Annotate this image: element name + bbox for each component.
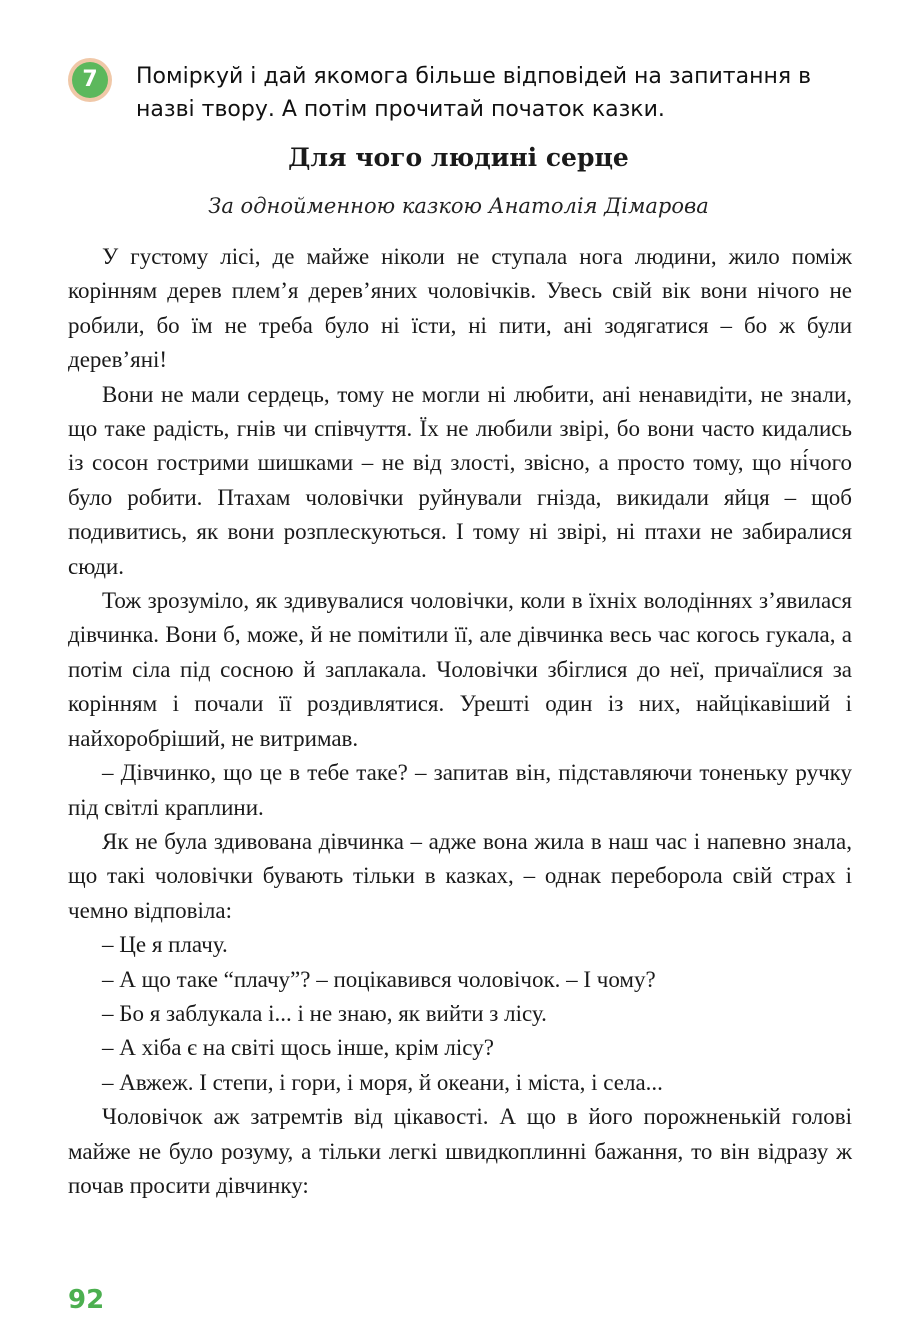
story-text [68, 240, 852, 1203]
paragraph: У густому лісі, де майже ніколи не ступала нога людини, жило поміж корінням дерев плем’я дерев’яних чоловічків. Увесь свій вік вони нічого не робили, бо їм не треба було ні їсти, ні пити, ані зодягатися – бо ж були дерев’яні! [68, 244, 852, 373]
story-subtitle: За однойменною казкою Анатолія Дімарова [208, 194, 709, 218]
dialogue-line: – Це я плачу. [102, 932, 228, 958]
dialogue-line: – Бо я заблукала і... і не знаю, як вийти з лісу. [102, 1000, 547, 1026]
paragraph: Чоловічок аж затремтів від цікавості. А що в його порожненькій голові майже не було розуму, а тільки легкі швидкоплинні бажання, то він відразу ж почав просити дівчинку: [68, 1104, 852, 1198]
paragraph: Як не була здивована дівчинка – адже вона жила в наш час і напевно знала, що такі чоловічки бувають тільки в казках, – однак переборола свій страх і чемно відповіла: [68, 828, 852, 923]
story-title: Для чого людині серце [288, 143, 629, 172]
task-number: 7 [72, 62, 108, 98]
task-number-badge [68, 58, 112, 102]
paragraph: Вони не мали сердець, тому не могли ні любити, ані ненавидіти, не знали, що таке радість, гнів чи співчуття. Їх не любили звірі, бо вони часто кидались із сосон гострими шишками – не від злості, звісно, а просто тому, що ні́чого було робити. Птахам чоловічки руйнували гнізда, викидали яйця – щоб подивитись, як вони розплескуються. І тому ні звірі, ні птахи не забиралися сюди. [68, 381, 852, 579]
task-text: Поміркуй і дай якомога більше відповідей на запитання в назві твору. А потім прочитай початок казки. [136, 64, 812, 122]
dialogue-line: – А хіба є на світі щось інше, крім лісу? [102, 1035, 494, 1061]
page-number: 92 [68, 1285, 105, 1315]
paragraph: Тож зрозуміло, як здивувалися чоловічки, коли в їхніх володіннях з’явилася дівчинка. Вони б, може, й не помітили її, але дівчинка весь час когось гукала, а потім сіла під сосною й заплакала. Чоловічки збіглися до неї, причаїлися за корінням і почали її роздивлятися. Урешті один із них, найцікавіший і найхоробріший, не витримав. [68, 588, 852, 751]
dialogue-line: – А що таке “плачу”? – поцікавився чоловічок. – І чому? [102, 966, 656, 992]
dialogue-line: – Авжеж. І степи, і гори, і моря, й океани, і міста, і села... [102, 1069, 663, 1095]
paragraph: – Дівчинко, що це в тебе таке? – запитав він, підставляючи тоненьку ручку під світлі краплини. [68, 760, 852, 820]
